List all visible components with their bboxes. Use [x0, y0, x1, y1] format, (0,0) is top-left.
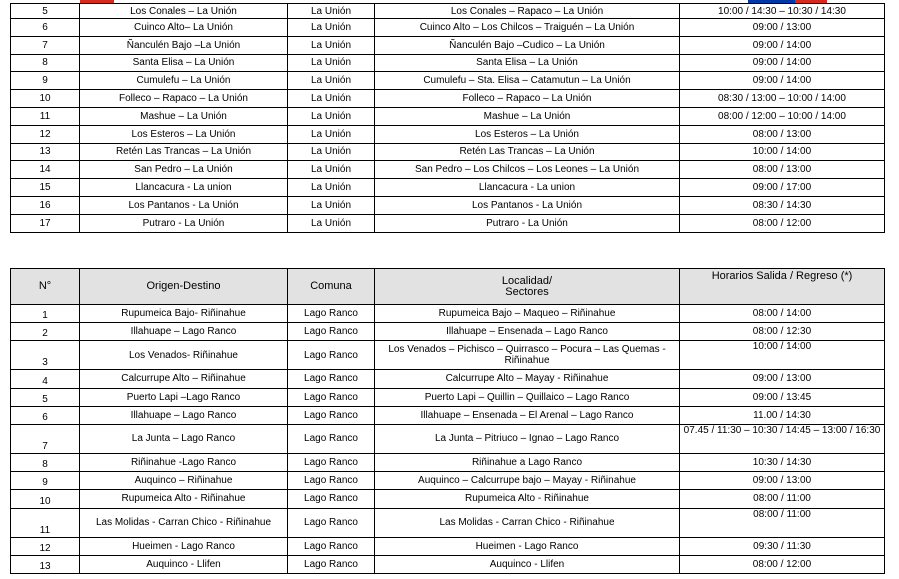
row-number: 5: [11, 4, 80, 19]
row-origen-destino: Illahuape – Lago Ranco: [80, 323, 288, 341]
row-number: 12: [11, 537, 80, 555]
schedule-table-body: [11, 305, 885, 574]
row-origen-destino: Putraro - La Unión: [80, 214, 288, 232]
header-origen-destino: Origen-Destino: [80, 269, 288, 305]
table-row: [11, 161, 885, 179]
row-horario: 08:30 / 14:30: [680, 196, 885, 214]
row-number: 3: [11, 341, 80, 370]
row-horario: 11.00 / 14:30: [680, 406, 885, 424]
row-horario: 10:30 / 14:30: [680, 453, 885, 471]
row-horario: 09:00 / 13:45: [680, 388, 885, 406]
row-horario: 08:00 / 12:00: [680, 214, 885, 232]
table-row: [11, 72, 885, 90]
row-horario: 08:30 / 13:00 – 10:00 / 14:00: [680, 90, 885, 108]
row-origen-destino: Las Molidas - Carran Chico - Riñinahue: [80, 508, 288, 537]
row-comuna: La Unión: [288, 19, 375, 37]
row-localidad: Los Pantanos - La Unión: [375, 196, 680, 214]
row-comuna: Lago Ranco: [288, 388, 375, 406]
row-number: 15: [11, 179, 80, 197]
header-localidad-line2: Sectores: [505, 285, 549, 298]
table-row: [11, 36, 885, 54]
table-row: [11, 388, 885, 406]
schedule-table-la-union: [10, 3, 885, 233]
header-number: N°: [11, 269, 80, 305]
row-number: 12: [11, 125, 80, 143]
row-comuna: La Unión: [288, 90, 375, 108]
row-number: 9: [11, 472, 80, 490]
table-row: [11, 323, 885, 341]
row-localidad: Santa Elisa – La Unión: [375, 54, 680, 72]
row-comuna: Lago Ranco: [288, 555, 375, 573]
table-row: [11, 143, 885, 161]
row-localidad: Puerto Lapi – Quillin – Quillaico – Lago Ranco: [375, 388, 680, 406]
row-comuna: Lago Ranco: [288, 508, 375, 537]
row-number: 10: [11, 490, 80, 508]
row-number: 17: [11, 214, 80, 232]
table-row: [11, 537, 885, 555]
row-horario: 09:00 / 14:00: [680, 36, 885, 54]
row-comuna: La Unión: [288, 4, 375, 19]
row-horario: 08:00 / 12:00 – 10:00 / 14:00: [680, 107, 885, 125]
row-comuna: La Unión: [288, 72, 375, 90]
table-row: [11, 214, 885, 232]
row-origen-destino: Rupumeica Bajo- Riñinahue: [80, 305, 288, 323]
row-localidad: Llancacura - La union: [375, 179, 680, 197]
row-localidad: Retén Las Trancas – La Unión: [375, 143, 680, 161]
row-number: 4: [11, 370, 80, 388]
row-origen-destino: Rupumeica Alto - Riñinahue: [80, 490, 288, 508]
row-origen-destino: Ñanculén Bajo –La Unión: [80, 36, 288, 54]
row-localidad: Los Conales – Rapaco – La Unión: [375, 4, 680, 19]
row-comuna: Lago Ranco: [288, 341, 375, 370]
row-comuna: La Unión: [288, 54, 375, 72]
header-localidad-line1: Localidad/: [501, 274, 553, 287]
schedule-table-body: [11, 4, 885, 233]
row-origen-destino: Illahuape – Lago Ranco: [80, 406, 288, 424]
table-row: [11, 453, 885, 471]
row-origen-destino: Los Conales – La Unión: [80, 4, 288, 19]
row-comuna: Lago Ranco: [288, 406, 375, 424]
row-horario: 08:00 / 11:00: [680, 508, 885, 537]
table-row: [11, 305, 885, 323]
row-number: 5: [11, 388, 80, 406]
row-origen-destino: Auquinco – Riñinahue: [80, 472, 288, 490]
row-localidad: Ñanculén Bajo –Cudico – La Unión: [375, 36, 680, 54]
row-localidad: Cumulefu – Sta. Elisa – Catamutun – La Unión: [375, 72, 680, 90]
row-horario: 09:00 / 13:00: [680, 472, 885, 490]
row-comuna: Lago Ranco: [288, 453, 375, 471]
row-origen-destino: Auquinco - Llifen: [80, 555, 288, 573]
row-localidad: Los Venados – Pichisco – Quirrasco – Pocura – Las Quemas - Riñinahue: [375, 341, 680, 370]
row-comuna: Lago Ranco: [288, 370, 375, 388]
row-origen-destino: Mashue – La Unión: [80, 107, 288, 125]
row-number: 14: [11, 161, 80, 179]
row-number: 13: [11, 555, 80, 573]
row-number: 9: [11, 72, 80, 90]
row-number: 7: [11, 424, 80, 453]
row-origen-destino: Hueimen - Lago Ranco: [80, 537, 288, 555]
row-origen-destino: Folleco – Rapaco – La Unión: [80, 90, 288, 108]
row-number: 13: [11, 143, 80, 161]
row-horario: 08:00 / 12:00: [680, 555, 885, 573]
row-localidad: Auquinco - Llifen: [375, 555, 680, 573]
row-origen-destino: Los Pantanos - La Unión: [80, 196, 288, 214]
row-number: 8: [11, 453, 80, 471]
table-row: [11, 508, 885, 537]
row-origen-destino: Calcurrupe Alto – Riñinahue: [80, 370, 288, 388]
row-localidad: Illahuape – Ensenada – Lago Ranco: [375, 323, 680, 341]
row-origen-destino: Los Venados- Riñinahue: [80, 341, 288, 370]
table-row: [11, 4, 885, 19]
row-localidad: Folleco – Rapaco – La Unión: [375, 90, 680, 108]
row-localidad: Calcurrupe Alto – Mayay - Riñinahue: [375, 370, 680, 388]
row-horario: 09:30 / 11:30: [680, 537, 885, 555]
row-horario: 10:00 / 14:00: [680, 143, 885, 161]
row-comuna: Lago Ranco: [288, 305, 375, 323]
table-row: [11, 54, 885, 72]
row-number: 8: [11, 54, 80, 72]
table-row: [11, 472, 885, 490]
table-row: [11, 196, 885, 214]
row-number: 6: [11, 19, 80, 37]
row-localidad: La Junta – Pitriuco – Ignao – Lago Ranco: [375, 424, 680, 453]
row-horario: 09:00 / 13:00: [680, 370, 885, 388]
row-horario: 10:00 / 14:00: [680, 341, 885, 370]
row-horario: 10:00 / 14:30 – 10:30 / 14:30: [680, 4, 885, 19]
row-origen-destino: La Junta – Lago Ranco: [80, 424, 288, 453]
row-comuna: La Unión: [288, 196, 375, 214]
row-number: 11: [11, 508, 80, 537]
row-comuna: La Unión: [288, 125, 375, 143]
table-row: [11, 107, 885, 125]
header-horarios: Horarios Salida / Regreso (*): [680, 269, 885, 305]
row-comuna: La Unión: [288, 143, 375, 161]
header-localidad: [375, 269, 680, 305]
table-row: [11, 341, 885, 370]
row-localidad: Cuinco Alto – Los Chilcos – Traiguén – La Unión: [375, 19, 680, 37]
table-row: [11, 424, 885, 453]
row-number: 6: [11, 406, 80, 424]
row-origen-destino: Santa Elisa – La Unión: [80, 54, 288, 72]
row-comuna: Lago Ranco: [288, 424, 375, 453]
row-comuna: Lago Ranco: [288, 490, 375, 508]
table-row: [11, 125, 885, 143]
table-row: [11, 370, 885, 388]
row-number: 7: [11, 36, 80, 54]
row-origen-destino: Cuinco Alto– La Unión: [80, 19, 288, 37]
row-localidad: Los Esteros – La Unión: [375, 125, 680, 143]
row-number: 2: [11, 323, 80, 341]
row-horario: 07.45 / 11:30 – 10:30 / 14:45 – 13:00 / 16:30: [680, 424, 885, 453]
row-origen-destino: Los Esteros – La Unión: [80, 125, 288, 143]
row-horario: 09:00 / 13:00: [680, 19, 885, 37]
row-localidad: Mashue – La Unión: [375, 107, 680, 125]
row-origen-destino: Puerto Lapi –Lago Ranco: [80, 388, 288, 406]
row-horario: 08:00 / 14:00: [680, 305, 885, 323]
row-horario: 08:00 / 13:00: [680, 125, 885, 143]
row-number: 11: [11, 107, 80, 125]
table-row: [11, 90, 885, 108]
row-number: 16: [11, 196, 80, 214]
row-comuna: La Unión: [288, 107, 375, 125]
row-comuna: La Unión: [288, 36, 375, 54]
row-localidad: Auquinco – Calcurrupe bajo – Mayay - Riñinahue: [375, 472, 680, 490]
table-row: [11, 179, 885, 197]
row-number: 10: [11, 90, 80, 108]
row-localidad: Rupumeica Bajo – Maqueo – Riñinahue: [375, 305, 680, 323]
row-horario: 08:00 / 11:00: [680, 490, 885, 508]
row-comuna: Lago Ranco: [288, 537, 375, 555]
row-comuna: La Unión: [288, 214, 375, 232]
row-origen-destino: Retén Las Trancas – La Unión: [80, 143, 288, 161]
row-comuna: Lago Ranco: [288, 323, 375, 341]
row-number: 1: [11, 305, 80, 323]
row-localidad: San Pedro – Los Chilcos – Los Leones – La Unión: [375, 161, 680, 179]
row-localidad: Riñinahue a Lago Ranco: [375, 453, 680, 471]
row-comuna: La Unión: [288, 161, 375, 179]
row-comuna: Lago Ranco: [288, 472, 375, 490]
row-origen-destino: Riñinahue -Lago Ranco: [80, 453, 288, 471]
table-row: [11, 19, 885, 37]
row-horario: 09:00 / 14:00: [680, 54, 885, 72]
row-localidad: Rupumeica Alto - Riñinahue: [375, 490, 680, 508]
row-origen-destino: San Pedro – La Unión: [80, 161, 288, 179]
table-row: [11, 490, 885, 508]
header-row: [11, 269, 885, 305]
row-localidad: Las Molidas - Carran Chico - Riñinahue: [375, 508, 680, 537]
row-origen-destino: Cumulefu – La Unión: [80, 72, 288, 90]
header-comuna: Comuna: [288, 269, 375, 305]
table-header: [11, 269, 885, 305]
table-row: [11, 406, 885, 424]
schedule-table-lago-ranco: [10, 268, 885, 574]
row-localidad: Illahuape – Ensenada – El Arenal – Lago Ranco: [375, 406, 680, 424]
row-localidad: Putraro - La Unión: [375, 214, 680, 232]
table-row: [11, 555, 885, 573]
row-horario: 09:00 / 17:00: [680, 179, 885, 197]
row-horario: 08:00 / 12:30: [680, 323, 885, 341]
row-horario: 08:00 / 13:00: [680, 161, 885, 179]
row-origen-destino: Llancacura - La union: [80, 179, 288, 197]
row-localidad: Hueimen - Lago Ranco: [375, 537, 680, 555]
row-horario: 09:00 / 14:00: [680, 72, 885, 90]
row-comuna: La Unión: [288, 179, 375, 197]
